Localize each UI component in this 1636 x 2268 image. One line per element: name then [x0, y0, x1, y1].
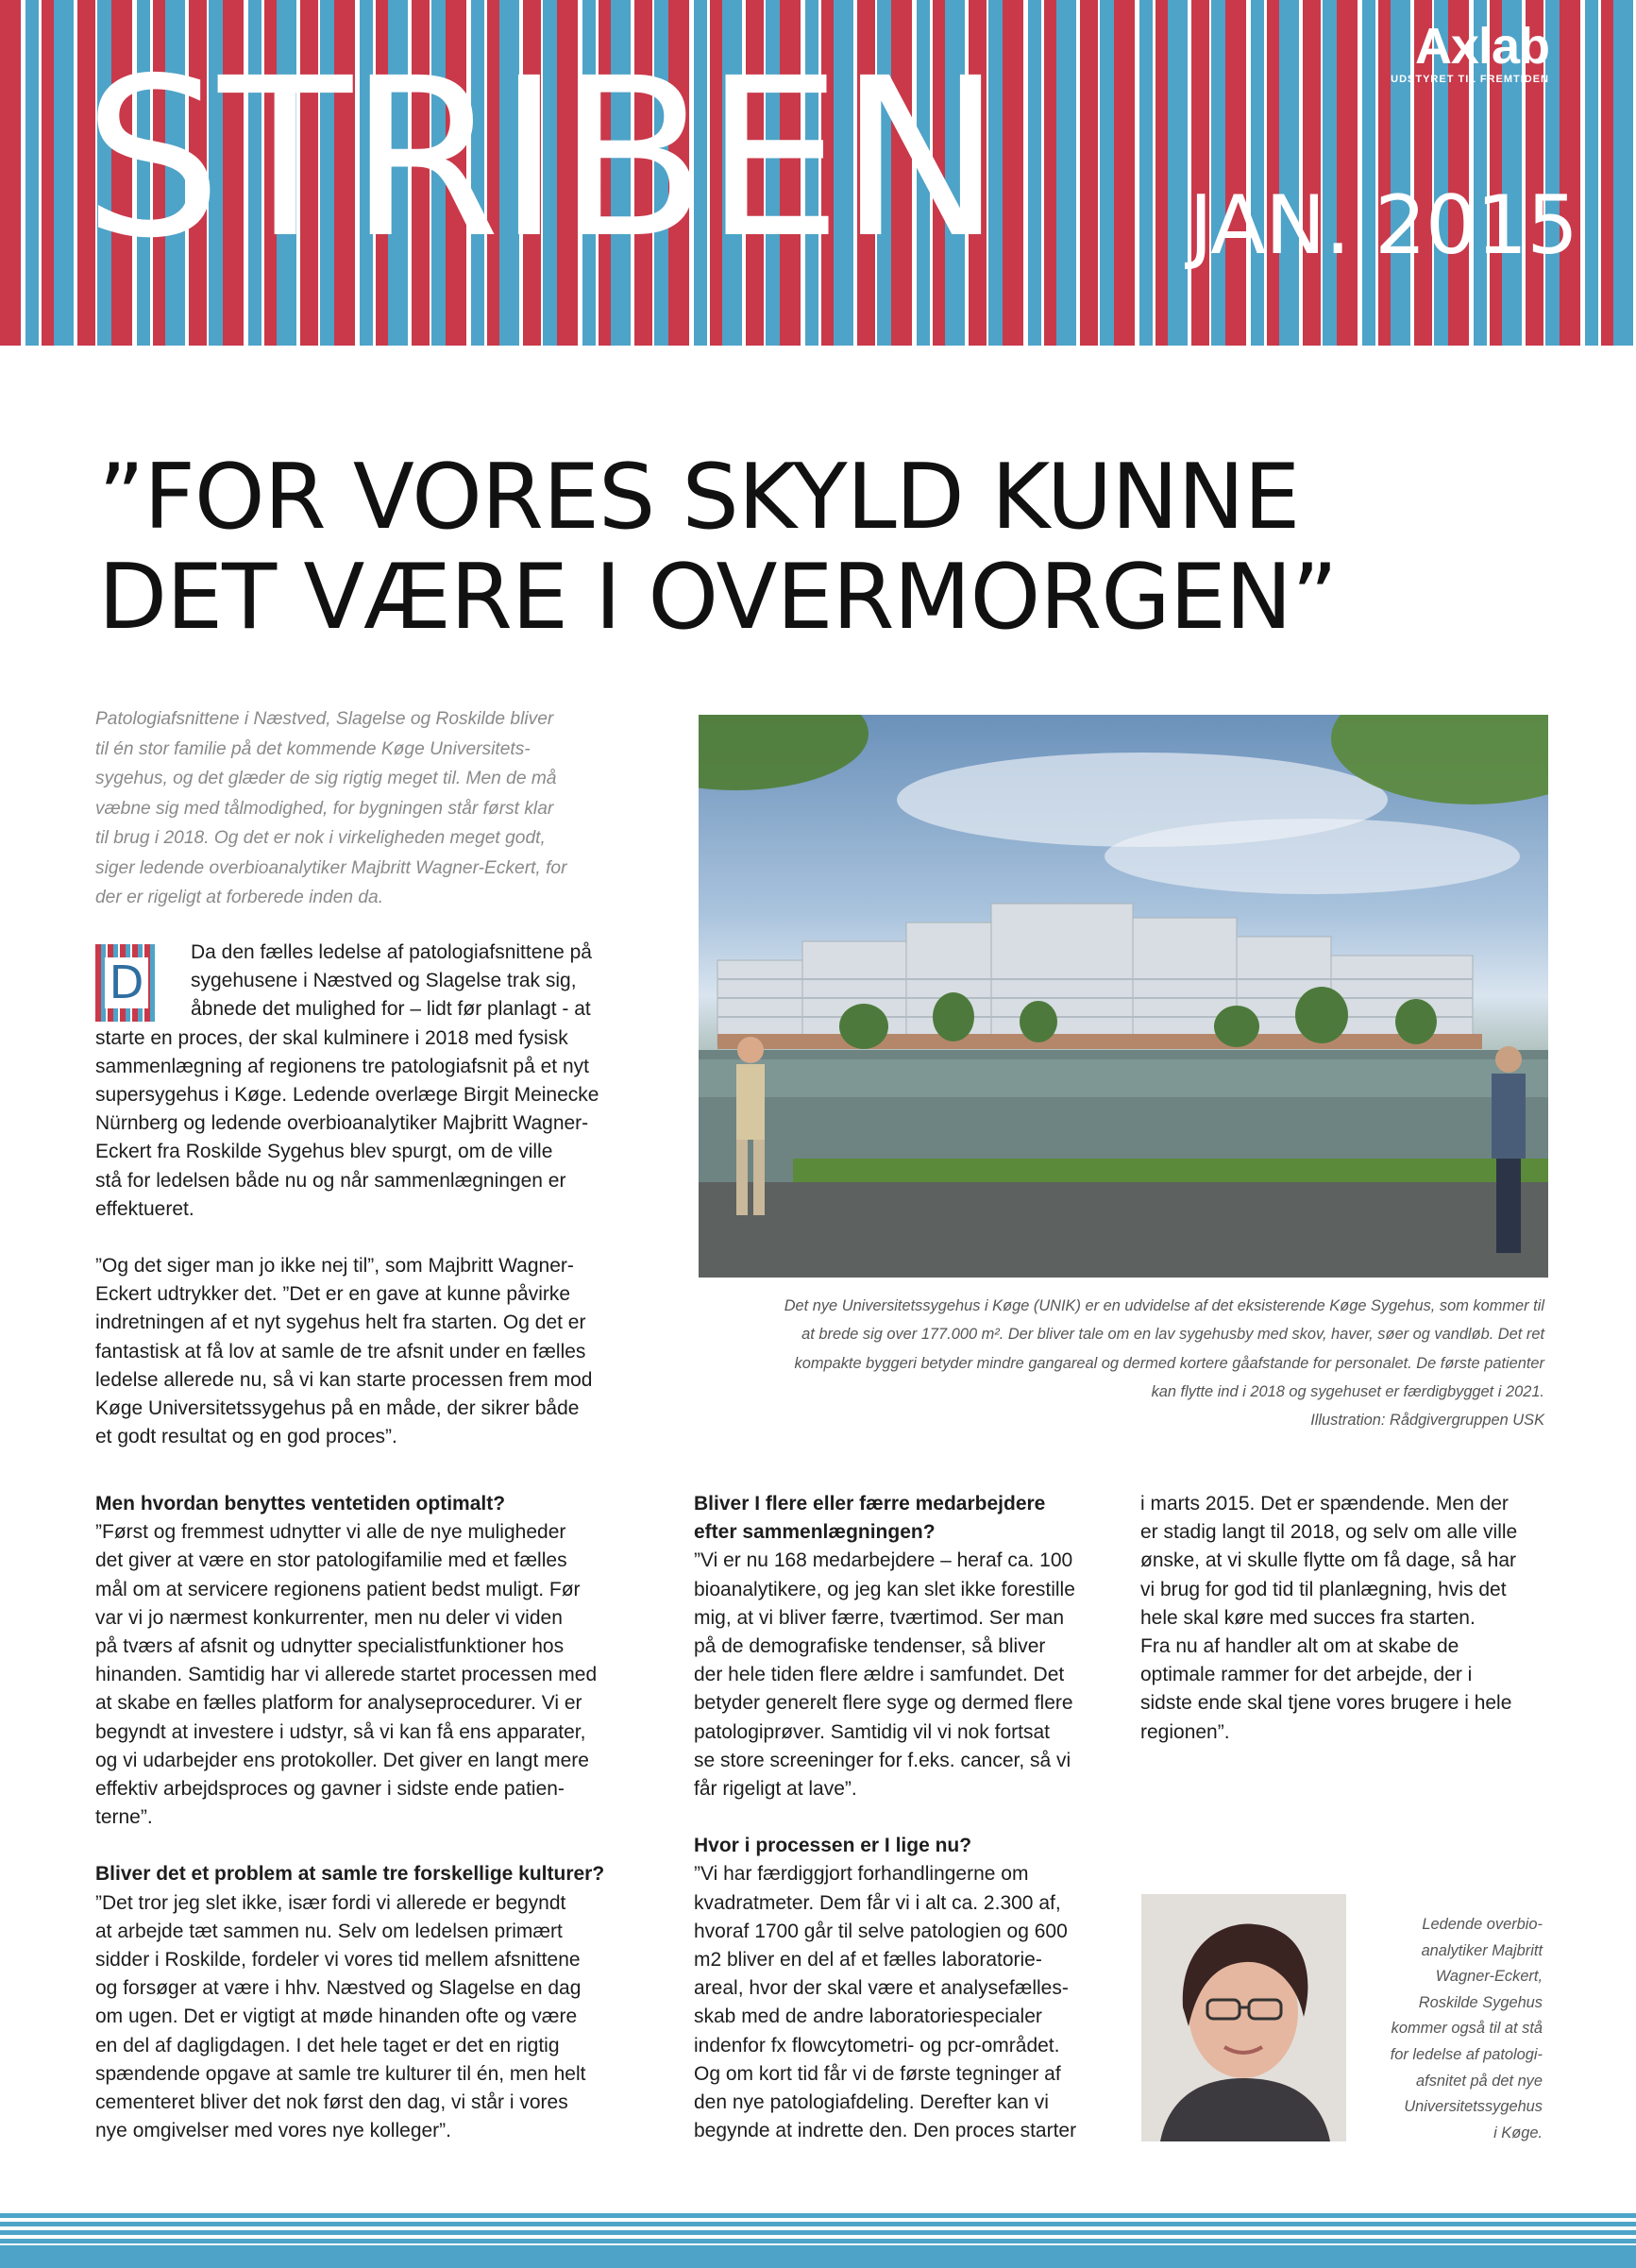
lead-line: Patologiafsnittene i Næstved, Slagelse og Roskilde bliver: [95, 709, 554, 729]
caption-line: kommer også til at stå: [1391, 2020, 1543, 2038]
text-line: bioanalytikere, og jeg kan slet ikke forestille: [694, 1578, 1075, 1600]
logo-name: Axlab: [1414, 18, 1549, 75]
caption-line: kompakte byggeri betyder mindre gangareal og dermed kortere gåafstande for personalet. De første patienter: [794, 1354, 1544, 1372]
text-line: den nye patologiafdeling. Derefter kan vi: [694, 2091, 1049, 2114]
article-column-1: [95, 1490, 638, 2145]
text-line: at arbejde tæt sammen nu. Selv om ledelsen primært: [95, 1920, 563, 1942]
text-line: ”Vi er nu 168 medarbejdere – heraf ca. 100: [694, 1549, 1073, 1572]
text-line: Da den fælles ledelse af patologiafsnittene på: [191, 941, 592, 963]
text-line: ”Det tror jeg slet ikke, især fordi vi allerede er begyndt: [95, 1891, 566, 1914]
text-line: effektiv arbejdsproces og gavner i sidste ende patien-: [95, 1778, 565, 1801]
text-line: patologiprøver. Samtidig vil vi nok fortsat: [694, 1720, 1050, 1743]
text-line: var vi jo nærmest konkurrenter, men nu deler vi viden: [95, 1606, 563, 1629]
text-line: ”Vi har færdiggjort forhandlingerne om: [694, 1863, 1029, 1886]
text-line: sammenlægning af regionens tre patologiafsnit på et nyt: [95, 1055, 589, 1077]
text-line: mål om at servicere regionens patient bedst muligt. Før: [95, 1578, 581, 1600]
section-heading: Men hvordan benyttes ventetiden optimalt?: [95, 1493, 506, 1515]
text-line: cementeret bliver det nok først den dag, vi står i vores: [95, 2091, 568, 2114]
article-headline: [98, 448, 1552, 648]
text-line: om ugen. Det er vigtigt at møde hinanden ofte og være: [95, 2006, 578, 2028]
intro-text: [95, 939, 633, 1451]
text-line: et godt resultat og en god proces”.: [95, 1426, 397, 1448]
text-line: skab med de andre laboratoriespecialer: [694, 2006, 1042, 2028]
text-line: Og om kort tid får vi de første tegninger af: [694, 2062, 1061, 2085]
text-line: m2 bliver en del af et fælles laboratorie-: [694, 1949, 1042, 1972]
text-line: er stadig langt til 2018, og selv om alle ville: [1140, 1521, 1518, 1544]
text-line: hele skal køre med succes fra starten.: [1140, 1606, 1476, 1629]
headline-line: DET VÆRE I OVERMORGEN”: [98, 546, 1338, 650]
text-line: stå for ledelsen både nu og når sammenlægningen er: [95, 1169, 566, 1192]
portrait-photo: [1141, 1894, 1346, 2141]
lead-line: sygehus, og det glæder de sig rigtig meget til. Men de må: [95, 769, 557, 788]
lead-line: siger ledende overbioanalytiker Majbritt Wagner-Eckert, for: [95, 857, 567, 878]
text-line: kvadratmeter. Dem får vi i alt ca. 2.300 af,: [694, 1891, 1061, 1914]
article-lead: [95, 704, 635, 913]
text-line: regionen”.: [1140, 1720, 1230, 1743]
article-column-3: [1140, 1490, 1546, 1747]
masthead: [0, 0, 1636, 346]
drop-cap-letter: D: [105, 957, 148, 1008]
footer-stripe-band: [0, 2213, 1636, 2268]
section-heading: Hvor i processen er I lige nu?: [694, 1835, 972, 1857]
hospital-illustration-art: [699, 715, 1548, 1278]
text-line: sygehusene i Næstved og Slagelse trak sig,: [191, 970, 577, 992]
text-line: sidder i Roskilde, fordeler vi vores tid mellem afsnittene: [95, 1949, 581, 1972]
text-line: at skabe en fælles platform for analyseprocedurer. Vi er: [95, 1692, 582, 1715]
text-line: mig, at vi bliver færre, tværtimod. Ser man: [694, 1606, 1065, 1629]
caption-line: Illustration: Rådgivergruppen USK: [1310, 1412, 1544, 1430]
text-line: begynde at indrette den. Den proces starter: [694, 2120, 1077, 2142]
text-line: hvoraf 1700 går til selve patologien og 600: [694, 1920, 1068, 1942]
text-line: sidste ende skal tjene vores brugere i hele: [1140, 1692, 1512, 1715]
text-line: der hele tiden flere ældre i samfundet. Det: [694, 1664, 1065, 1686]
text-line: ”Først og fremmest udnytter vi alle de nye muligheder: [95, 1521, 566, 1544]
axlab-logo: [1391, 18, 1549, 85]
caption-line: for ledelse af patologi-: [1390, 2045, 1543, 2063]
caption-line: Ledende overbio-: [1422, 1916, 1543, 1933]
text-line: ønske, at vi skulle flytte om få dage, så har: [1140, 1549, 1517, 1572]
text-line: Køge Universitetssygehus på en måde, der sikrer både: [95, 1397, 580, 1420]
text-line: ”Og det siger man jo ikke nej til”, som Majbritt Wagner-: [95, 1255, 574, 1278]
masthead-title: STRIBEN: [83, 31, 999, 286]
section-heading: Bliver det et problem at samle tre forskellige kulturer?: [95, 1863, 605, 1886]
text-line: på de demografiske tendenser, så bliver: [694, 1635, 1046, 1658]
text-line: se store screeninger for f.eks. cancer, så vi: [694, 1749, 1071, 1771]
text-line: supersygehus i Køge. Ledende overlæge Birgit Meinecke: [95, 1084, 599, 1107]
text-line: Fra nu af handler alt om at skabe de: [1140, 1635, 1459, 1658]
caption-line: kan flytte ind i 2018 og sygehuset er færdigbygget i 2021.: [1151, 1382, 1544, 1400]
lead-line: til én stor familie på det kommende Køge Universitets-: [95, 738, 531, 759]
text-line: Nürnberg og ledende overbioanalytiker Majbritt Wagner-: [95, 1112, 589, 1135]
portrait-caption: [1359, 1912, 1543, 2146]
text-line: Eckert fra Roskilde Sygehus blev spurgt, om de ville: [95, 1141, 553, 1163]
headline-line: ”FOR VORES SKYLD KUNNE: [98, 446, 1300, 550]
caption-line: afsnitet på det nye: [1416, 2072, 1543, 2090]
text-line: optimale rammer for det arbejde, der i: [1140, 1664, 1473, 1686]
text-line: åbnede det mulighed for – lidt før planlagt - at: [191, 998, 591, 1021]
caption-line: Wagner-Eckert,: [1435, 1968, 1543, 1986]
caption-line: Det nye Universitetssygehus i Køge (UNIK) er en udvidelse af det eksisterende Køge Sygehus, som kommer til: [784, 1297, 1544, 1314]
text-line: indenfor fx flowcytometri- og pcr-området.: [694, 2034, 1060, 2056]
text-line: i marts 2015. Det er spændende. Men der: [1140, 1493, 1509, 1515]
text-line: hinanden. Samtidig har vi allerede startet processen med: [95, 1664, 598, 1686]
text-line: terne”.: [95, 1806, 153, 1829]
text-line: det giver at være en stor patologifamilie med et fælles: [95, 1549, 567, 1572]
text-line: areal, hvor der skal være et analysefælles-: [694, 1977, 1069, 2000]
text-line: fantastisk at få lov at samle de tre afsnit under en fælles: [95, 1340, 586, 1362]
text-line: begyndt at investere i udstyr, så vi kan få ens apparater,: [95, 1720, 586, 1743]
article-column-2: [694, 1490, 1109, 2145]
illustration-caption: [699, 1292, 1544, 1434]
caption-line: i Køge.: [1493, 2124, 1543, 2141]
lead-line: væbne sig med tålmodighed, for bygningen står først klar: [95, 798, 554, 819]
caption-line: Roskilde Sygehus: [1418, 1993, 1543, 2011]
text-line: vi brug for god tid til planlægning, hvis det: [1140, 1578, 1507, 1600]
text-line: på tværs af afsnit og udnytter specialistfunktioner hos: [95, 1635, 565, 1658]
text-line: ledelse allerede nu, så vi kan starte processen frem mod: [95, 1368, 593, 1391]
caption-line: Universitetssygehus: [1404, 2098, 1543, 2116]
portrait-art: [1141, 1894, 1346, 2141]
caption-line: analytiker Majbritt: [1421, 1941, 1543, 1959]
text-line: effektueret.: [95, 1197, 194, 1220]
text-line: starte en proces, der skal kulminere i 2018 med fysisk: [95, 1026, 568, 1049]
hospital-illustration: [699, 715, 1548, 1278]
text-line: en del af dagligdagen. I det hele taget er det en rigtig: [95, 2034, 560, 2056]
lead-line: der er rigeligt at forberede inden da.: [95, 888, 384, 907]
text-line: betyder generelt flere syge og dermed flere: [694, 1692, 1073, 1715]
text-line: Eckert udtrykker det. ”Det er en gave at kunne påvirke: [95, 1283, 571, 1306]
text-line: spændende opgave at samle tre kulturer til én, men helt: [95, 2062, 586, 2085]
caption-line: at brede sig over 177.000 m². Der bliver tale om en lav sygehusby med skov, haver, søer og vandløb. Det ret: [801, 1326, 1544, 1344]
text-line: og vi udarbejder ens protokoller. Det giver en langt mere: [95, 1749, 589, 1771]
text-line: indretningen af et nyt sygehus helt fra starten. Og det er: [95, 1312, 586, 1334]
issue-date: JAN. 2015: [1189, 178, 1577, 273]
section-heading: efter sammenlægningen?: [694, 1521, 936, 1544]
logo-tagline: UDSTYRET TIL FREMTIDEN: [1391, 74, 1549, 85]
lead-line: til brug i 2018. Og det er nok i virkeligheden meget godt,: [95, 828, 546, 848]
text-line: får rigeligt at lave”.: [694, 1778, 857, 1801]
text-line: og forsøger at være i hhv. Næstved og Slagelse en dag: [95, 1977, 582, 2000]
section-heading: Bliver I flere eller færre medarbejdere: [694, 1493, 1046, 1515]
text-line: nye omgivelser med vores nye kolleger”.: [95, 2120, 451, 2142]
